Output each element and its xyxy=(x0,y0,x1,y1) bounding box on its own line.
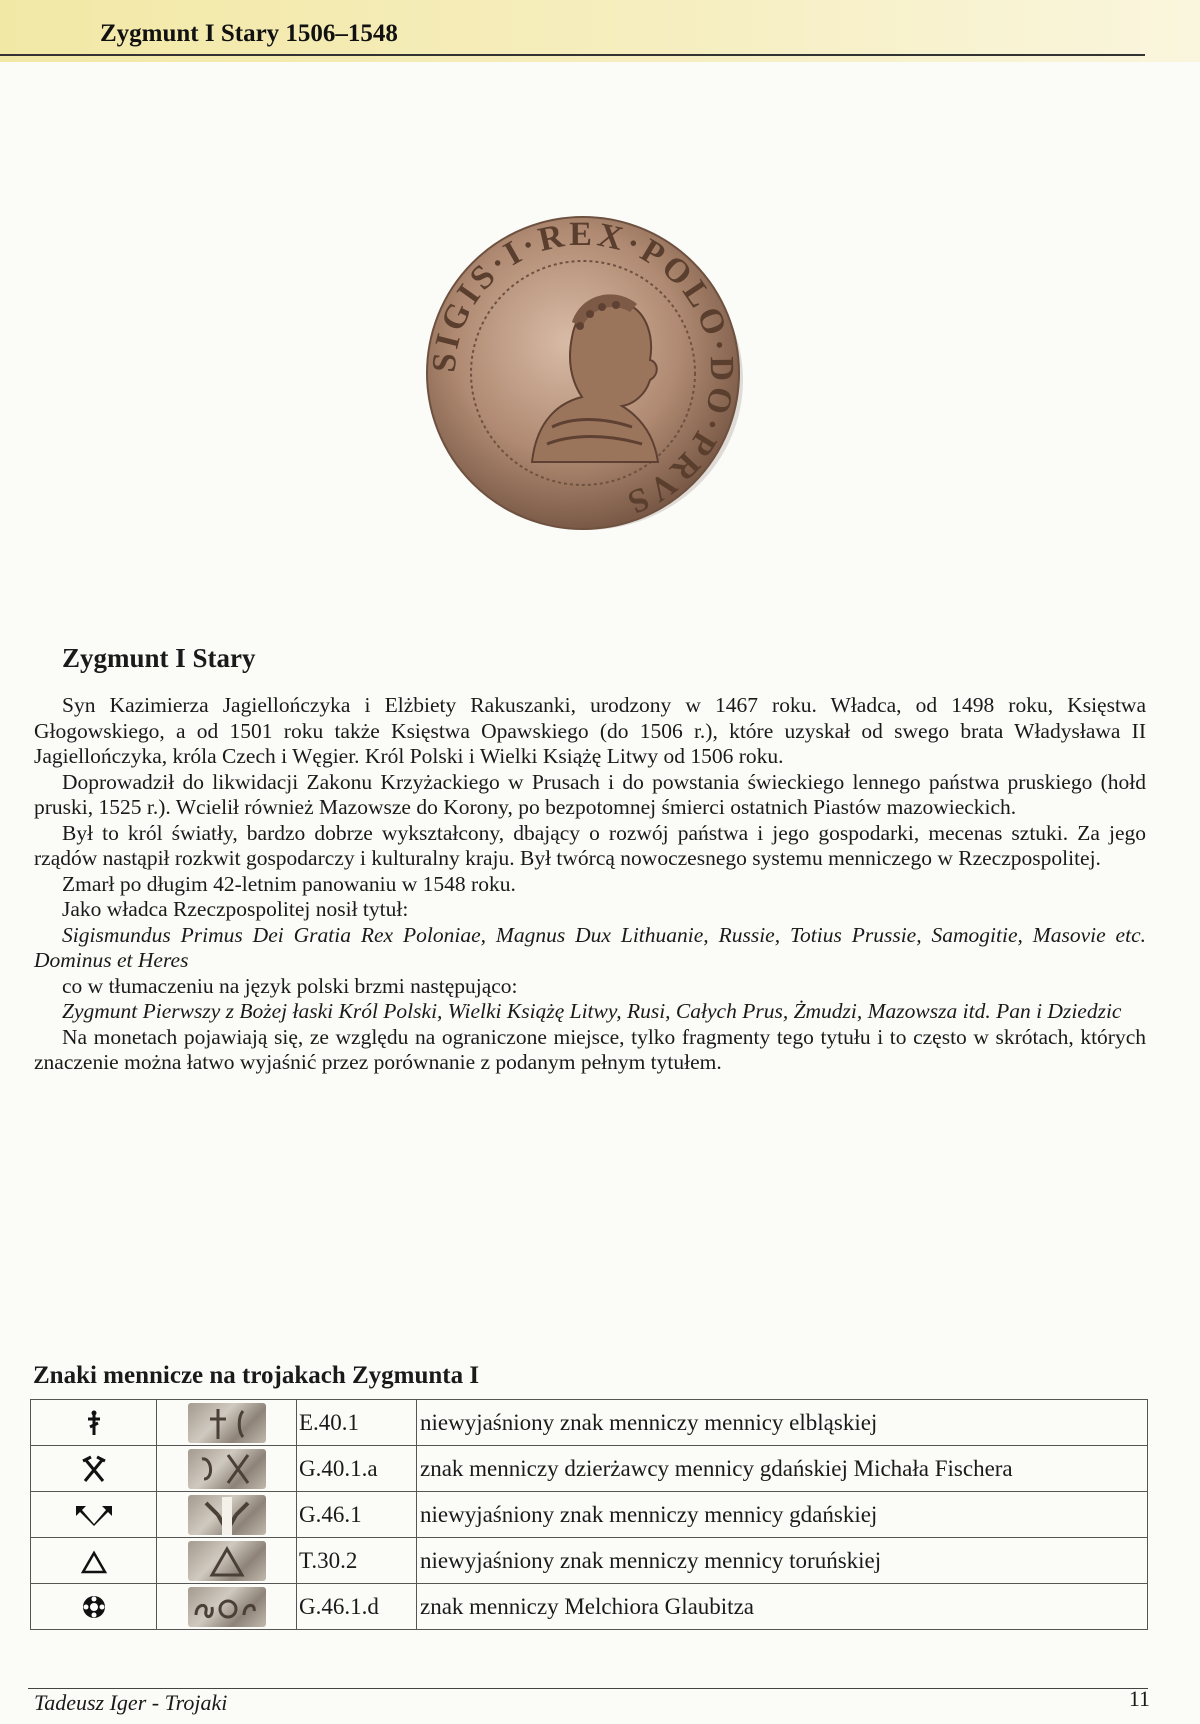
mint-marks-heading: Znaki mennicze na trojakach Zygmunta I xyxy=(33,1362,480,1389)
page-header-title: Zygmunt I Stary 1506–1548 xyxy=(100,20,398,47)
mint-mark-code: E.40.1 xyxy=(297,1400,417,1446)
triangle-icon xyxy=(81,1547,107,1572)
paragraph: Był to król światły, bardzo dobrze wykształcony, dbający o rozwój państwa i jego gospodarki, mecenas sztuki. Za jego rządów nastąpił rozkwit gospodarczy i kulturalny kraju. Był twórcą nowoczesnego systemu menniczego w Rzeczpospolitej. xyxy=(34,820,1146,870)
header-rule xyxy=(0,54,1145,56)
mint-marks-table xyxy=(30,1399,1148,1630)
mint-mark-description: znak menniczy Melchiora Glaubitza xyxy=(417,1584,1148,1630)
mint-mark-photo xyxy=(188,1541,266,1581)
mint-mark-photo xyxy=(188,1403,266,1443)
coin-legend: SIGIS·I·REX·POLO·DO·PRVS xyxy=(425,215,741,523)
paragraph: Zmarł po długim 42-letnim panowaniu w 1548 roku. xyxy=(62,871,516,896)
coin-image xyxy=(422,212,744,534)
mint-mark-code: G.46.1.d xyxy=(297,1584,417,1630)
mint-mark-code: G.40.1.a xyxy=(297,1446,417,1492)
coin-illustration xyxy=(422,212,744,534)
rosette-icon xyxy=(81,1593,107,1618)
mint-mark-code: G.46.1 xyxy=(297,1492,417,1538)
cross-staff-icon xyxy=(84,1408,104,1433)
paragraph: Jako władca Rzeczpospolitej nosił tytuł: xyxy=(62,897,409,921)
mint-mark-photo xyxy=(188,1587,266,1627)
table-row xyxy=(31,1538,1148,1584)
page-number: 11 xyxy=(1128,1686,1150,1711)
translation-intro: co w tłumaczeniu na język polski brzmi następująco: xyxy=(62,973,518,998)
paragraph: Syn Kazimierza Jagiellończyka i Elżbiety Rakuszanki, urodzony w 1467 roku. Władca, od 1498 roku, Księstwa Głogowskiego, a od 1501 roku także Księstwa Opawskiego (do 1506 r.), które uzyskał od swego brata Władysława II Jagiellończyka, króla Czech i Węgier. Król Polski i Wielki Książę Litwy od 1506 roku. xyxy=(34,693,1146,768)
mint-mark-photo xyxy=(188,1449,266,1489)
pickaxe-hammer-icon xyxy=(81,1454,107,1479)
mint-mark-description: niewyjaśniony znak menniczy mennicy toruńskiej xyxy=(417,1538,1148,1584)
crossed-arrows-icon xyxy=(72,1501,116,1526)
mint-mark-photo xyxy=(188,1495,266,1535)
table-row xyxy=(31,1400,1148,1446)
section-heading: Zygmunt I Stary xyxy=(62,643,256,673)
latin-title: Sigismundus Primus Dei Gratia Rex Poloniae, Magnus Dux Lithuanie, Russie, Totius Prussie, Samogitie, Masovie etc. Dominus et Heres xyxy=(34,922,1146,972)
table-row xyxy=(31,1584,1148,1630)
mint-mark-description: znak menniczy dzierżawcy mennicy gdańskiej Michała Fischera xyxy=(417,1446,1148,1492)
paragraph: Doprowadził do likwidacji Zakonu Krzyżackiego w Prusach i do powstania świeckiego lennego państwa pruskiego (hołd pruski, 1525 r.). Wcielił również Mazowsze do Korony, po bezpotomnej śmierci ostatnich Piastów mazowieckich. xyxy=(34,769,1146,819)
table-row xyxy=(31,1446,1148,1492)
biography-text xyxy=(34,693,1146,1076)
table-row xyxy=(31,1492,1148,1538)
mint-mark-code: T.30.2 xyxy=(297,1538,417,1584)
mint-mark-description: niewyjaśniony znak menniczy mennicy gdańskiej xyxy=(417,1492,1148,1538)
footer-rule xyxy=(28,1688,1148,1689)
footer-author-title: Tadeusz Iger - Trojaki xyxy=(34,1690,228,1715)
closing-paragraph: Na monetach pojawiają się, ze względu na ograniczone miejsce, tylko fragmenty tego tytułu i to często w skrótach, których znaczenie można łatwo wyjaśnić przez porównanie z podanym pełnym tytułem. xyxy=(34,1024,1146,1074)
mint-mark-description: niewyjaśniony znak menniczy mennicy elbląskiej xyxy=(417,1400,1148,1446)
polish-title: Zygmunt Pierwszy z Bożej łaski Król Polski, Wielki Książę Litwy, Rusi, Całych Prus, Żmudzi, Mazowsza itd. Pan i Dziedzic xyxy=(62,999,1122,1023)
